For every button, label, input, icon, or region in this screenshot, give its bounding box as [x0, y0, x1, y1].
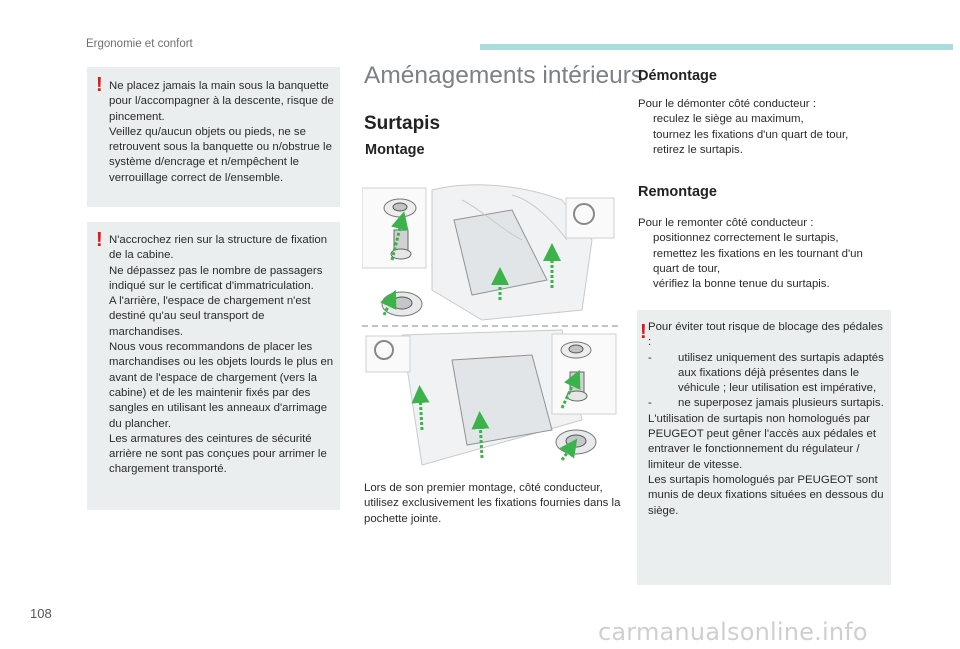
montage-title: Montage — [365, 142, 425, 158]
dash-icon: - — [648, 351, 652, 364]
warning-text: Les armatures des ceintures de sécurité arrière ne sont pas conçues pour arrimer le chargement transporté. — [109, 432, 327, 476]
remontage-title: Remontage — [638, 184, 717, 200]
list-item: remettez les fixations en les tournant d'un quart de tour, — [653, 247, 863, 275]
remontage-intro: Pour le remonter côté conducteur : — [638, 217, 814, 229]
steering-wheel-inset-top — [566, 198, 614, 238]
warning-text: L'utilisation de surtapis non homologués par PEUGEOT peut gêner l'accès aux pédales et entraver le fonctionnement du régulateur / limiteur de vitesse. — [648, 412, 877, 471]
header-bar — [480, 44, 953, 50]
fixation-inset-bottom-right — [552, 334, 616, 454]
montage-caption: Lors de son premier montage, côté conducteur, utilisez exclusivement les fixations fournies dans la pochette jointe. — [364, 482, 621, 525]
warning-text: A l'arrière, l'espace de chargement n'est destiné qu'au seul transport de marchandises. — [109, 295, 311, 338]
warning-text: N'accrochez rien sur la structure de fixation de la cabine. — [109, 234, 328, 262]
warning-text: Ne dépassez pas le nombre de passagers indiqué sur le certificat d'immatriculation. — [109, 264, 323, 292]
remontage-text — [638, 216, 888, 292]
page-number: 108 — [30, 606, 52, 621]
warning-box-1 — [87, 67, 340, 207]
list-item: tournez les fixations d'un quart de tour, — [653, 128, 849, 141]
list-item: retirez le surtapis. — [653, 143, 743, 156]
header-title: Ergonomie et confort — [86, 38, 193, 50]
dash-icon: - — [648, 397, 652, 410]
warning-text: Les surtapis homologués par PEUGEOT sont munis de deux fixations situées en dessous du siège. — [648, 473, 884, 517]
fixation-inset-top-left — [362, 188, 426, 268]
watermark[interactable]: carmanualsonline.info — [598, 618, 868, 646]
floor-mat-illustration — [362, 180, 618, 470]
warning-text: Veillez qu/aucun objets ou pieds, ne se retrouvent sous la banquette ou n/obstrue le système d/encrage et n/empêchent le verrouillage correct de l/ensemble. — [109, 125, 332, 184]
warning-text: Pour éviter tout risque de blocage des pédales : — [648, 321, 883, 349]
warning-text: Ne placez jamais la main sous la banquette pour l/accompagner à la descente, risque de pincement. — [109, 80, 334, 123]
list-item: reculez le siège au maximum, — [653, 113, 804, 126]
subsection-title: Surtapis — [364, 113, 441, 134]
list-item: - ne superposez jamais plusieurs surtapis. — [648, 396, 887, 411]
section-title: Aménagements intérieurs — [364, 62, 644, 89]
list-item: vérifiez la bonne tenue du surtapis. — [653, 278, 830, 291]
warning-text: Nous vous recommandons de placer les marchandises ou les objets lourds le plus en avant de l'espace de chargement (vers la cabine) et de les maintenir fixés par des sangles en utilisant les anneaux d'arrimage du plancher. — [109, 341, 334, 430]
steering-wheel-inset-bottom — [366, 336, 410, 372]
list-item: - utilisez uniquement des surtapis adaptés aux fixations déjà présentes dans le véhicule ; leur utilisation est impérative, — [648, 351, 884, 395]
warning-icon: ! — [96, 74, 103, 96]
list-item: positionnez correctement le surtapis, — [653, 232, 839, 245]
warning-icon: ! — [640, 321, 647, 343]
demontage-title: Démontage — [638, 68, 717, 84]
warning-box-2 — [87, 222, 340, 510]
demontage-text — [638, 97, 888, 158]
demontage-intro: Pour le démonter côté conducteur : — [638, 98, 816, 110]
warning-box-3 — [637, 310, 891, 585]
warning-icon: ! — [96, 229, 103, 251]
